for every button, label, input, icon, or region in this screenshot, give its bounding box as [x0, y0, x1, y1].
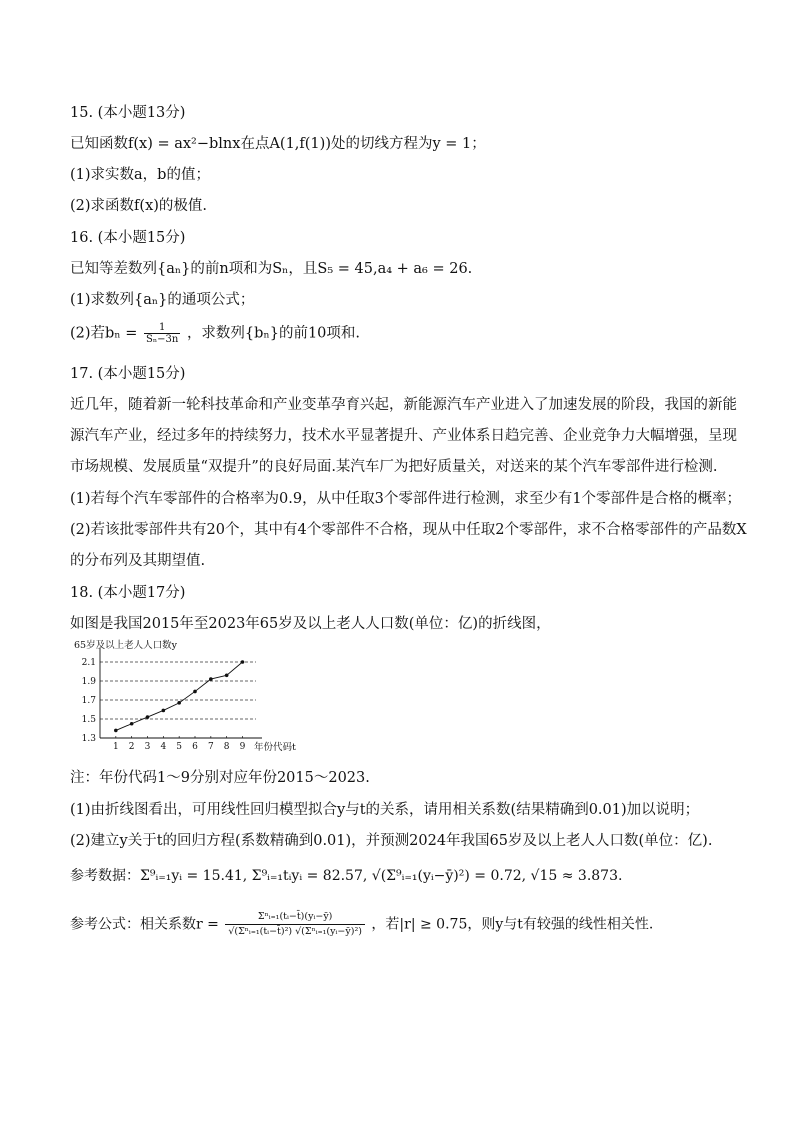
q18-formula: [70, 910, 734, 956]
q18-ref-values: Σ⁹ᵢ₌₁yᵢ = 15.41, Σ⁹ᵢ₌₁tᵢyᵢ = 82.57, √(Σ⁹ᵢ₌₁(yᵢ−ȳ)²) = 0.72, √15 ≈ 3.873.: [140, 868, 623, 884]
data-point: [225, 674, 229, 678]
q17-line1: 近几年，随着新一轮科技革命和产业变革孕育兴起，新能源汽车产业进入了加速发展的阶段，我国的新能: [70, 397, 737, 413]
y-tick-label: 2.1: [81, 658, 96, 668]
x-tick-label: 9: [239, 742, 246, 752]
x-tick-label: 6: [192, 742, 198, 752]
population-line-chart: [70, 640, 296, 760]
x-tick-label: 5: [176, 742, 183, 752]
y-tick-label: 1.3: [81, 734, 96, 744]
q16-part2: [70, 322, 734, 352]
q18-formula-label: 参考公式：相关系数r =: [70, 916, 219, 933]
q18-ref-label: 参考数据：: [70, 868, 140, 884]
q17-part2a: (2)若该批零部件共有20个，其中有4个零部件不合格，现从中任取2个零部件，求不合格零部件的产品数X: [70, 522, 747, 538]
q18-formula-fraction: [225, 910, 365, 939]
q18-stem: 如图是我国2015年至2023年65岁及以上老人人口数(单位：亿)的折线图，: [70, 616, 551, 632]
q15-title: 15. (本小题13分): [70, 105, 186, 121]
data-point: [130, 722, 134, 726]
y-tick-label: 1.7: [81, 696, 96, 706]
data-point: [146, 715, 150, 719]
x-axis-label: 年份代码t: [254, 742, 296, 753]
q18-title: 18. (本小题17分): [70, 585, 186, 601]
q16-fraction: [144, 322, 180, 345]
x-tick-label: 8: [223, 742, 230, 752]
data-point: [162, 709, 166, 713]
q16-fraction-num: 1: [144, 322, 180, 334]
data-point: [241, 660, 245, 664]
x-tick-label: 2: [128, 742, 135, 752]
q18-formula-den: √(Σⁿᵢ₌₁(tᵢ−t̄)²) √(Σⁿᵢ₌₁(yᵢ−ȳ)²): [228, 926, 362, 937]
q16-part2-pre: (2)若bₙ =: [70, 325, 138, 342]
q18-note: 注：年份代码1～9分别对应年份2015～2023.: [70, 770, 370, 786]
q17-line2: 源汽车产业，经过多年的持续努力，技术水平显著提升、产业体系日趋完善、企业竞争力大幅增强，呈现: [70, 428, 737, 444]
q18-formula-post: ，若|r| ≥ 0.75，则y与t有较强的线性相关性.: [371, 916, 654, 933]
q17-line3: 市场规模、发展质量“双提升”的良好局面.某汽车厂为把好质量关，对送来的某个汽车零部件进行检测.: [70, 459, 718, 475]
x-tick-label: 4: [160, 742, 167, 752]
y-axis-label: 65岁及以上老人人口数y: [74, 640, 177, 651]
q16-stem: 已知等差数列{aₙ}的前n项和为Sₙ，且S₅ = 45,a₄ + a₆ = 26.: [70, 261, 473, 277]
q15-part2: (2)求函数f(x)的极值.: [70, 198, 208, 214]
q16-title: 16. (本小题15分): [70, 230, 186, 246]
data-point: [177, 701, 181, 705]
y-tick-label: 1.5: [81, 715, 96, 725]
x-tick-label: 3: [144, 742, 151, 752]
data-point: [114, 729, 118, 733]
q15-stem: 已知函数f(x) = ax²−blnx在点A(1,f(1))处的切线方程为y = 1；: [70, 136, 486, 152]
q16-part1: (1)求数列{aₙ}的通项公式；: [70, 292, 255, 308]
q16-part2-post: ，求数列{bₙ}的前10项和.: [186, 325, 361, 342]
q15-part1: (1)求实数a，b的值；: [70, 167, 210, 183]
q18-part2: (2)建立y关于t的回归方程(系数精确到0.01)，并预测2024年我国65岁及以上老人人口数(单位：亿).: [70, 833, 713, 849]
x-tick-label: 7: [207, 742, 214, 752]
q17-part2b: 的分布列及其期望值.: [70, 553, 206, 569]
data-point: [193, 690, 197, 694]
q17-part1: (1)若每个汽车零部件的合格率为0.9，从中任取3个零部件进行检测，求至少有1个零部件是合格的概率；: [70, 491, 742, 507]
q18-ref-data: [70, 866, 734, 886]
data-point: [209, 677, 213, 681]
q18-formula-num: Σⁿᵢ₌₁(tᵢ−t̄)(yᵢ−ȳ): [225, 910, 365, 925]
q17-title: 17. (本小题15分): [70, 366, 186, 382]
chart-svg: [70, 640, 296, 760]
series-line: [116, 662, 243, 730]
y-tick-label: 1.9: [81, 677, 96, 687]
q18-part1: (1)由折线图看出，可用线性回归模型拟合y与t的关系，请用相关系数(结果精确到0.01)加以说明；: [70, 802, 700, 818]
x-tick-label: 1: [112, 742, 119, 752]
q16-fraction-den: Sₙ−3n: [145, 334, 179, 345]
